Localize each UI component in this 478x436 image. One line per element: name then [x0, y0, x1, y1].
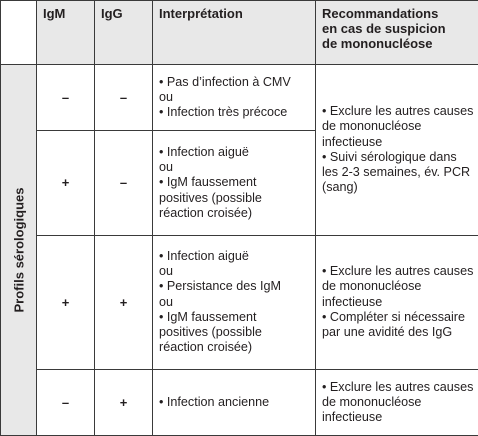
- row4-interpretation-text: • Infection ancienne: [159, 394, 270, 409]
- row4-recommendation-text: • Exclure les autres causes de mononucléose infectieuse: [322, 379, 474, 424]
- row3-interpretation-text: • Infection aiguë ou • Persistance des IgM ou • IgM faussement positives (possible réaction croisée): [159, 248, 282, 355]
- row1-interpretation-text: • Pas d’infection à CMV ou • Infection très précoce: [159, 74, 291, 120]
- header-row: [1, 1, 478, 65]
- header-recommendations: [316, 1, 478, 65]
- row3-igg: +: [95, 235, 153, 369]
- rows1-2-recommendation: [316, 65, 478, 235]
- header-interpretation: [153, 1, 316, 65]
- header-igm: [37, 1, 95, 65]
- row3-igm: +: [37, 235, 95, 369]
- row4-igm: –: [37, 369, 95, 435]
- row3-recommendation-text: • Exclure les autres causes de mononucléose infectieuse • Compléter si nécessaire par une avidité des IgG: [322, 264, 474, 339]
- row4-recommendation: [316, 369, 478, 435]
- header-recommendations-text: Recommandations en cas de suspicion de mononucléose: [322, 6, 446, 51]
- row1-interpretation: [153, 65, 316, 131]
- row4-igg: +: [95, 369, 153, 435]
- row1-igg: –: [95, 65, 153, 131]
- table-row: [1, 235, 478, 369]
- header-igg-text: IgG: [101, 6, 123, 21]
- corner-cell: [1, 1, 37, 65]
- table-row: [1, 369, 478, 435]
- side-label-cell: [1, 65, 37, 436]
- side-label: Profils sérologiques: [11, 187, 26, 313]
- row2-igm: +: [37, 131, 95, 235]
- row2-interpretation: [153, 131, 316, 235]
- row3-interpretation: [153, 235, 316, 369]
- rows1-2-recommendation-text: • Exclure les autres causes de mononucléose infectieuse • Suivi sérologique dans les 2-3 semaines, év. PCR (sang): [322, 104, 474, 195]
- row2-igg: –: [95, 131, 153, 235]
- table-row: [1, 65, 478, 131]
- row1-igm: –: [37, 65, 95, 131]
- header-igg: [95, 1, 153, 65]
- header-interpretation-text: Interprétation: [159, 6, 243, 21]
- row2-interpretation-text: • Infection aiguë ou • IgM faussement positives (possible réaction croisée): [159, 144, 262, 220]
- header-igm-text: IgM: [43, 6, 66, 21]
- row4-interpretation: [153, 369, 316, 435]
- row3-recommendation: [316, 235, 478, 369]
